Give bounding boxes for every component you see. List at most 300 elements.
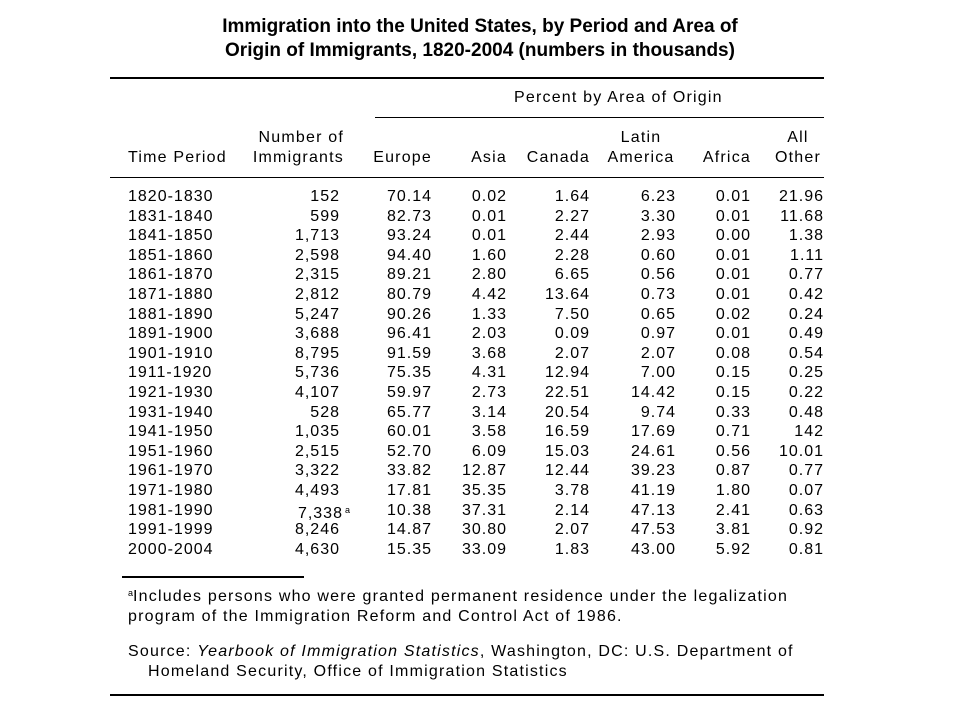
cell-period [128,363,238,382]
cell-latin [596,187,676,206]
page-title [0,15,960,63]
cell-other [760,344,824,363]
cell-number-value: 2,515 [294,442,340,460]
header-other-line-1: All [787,129,809,146]
cell-canada-value: 2.14 [554,501,590,519]
cell-canada-value: 2.07 [554,521,590,539]
source-rest: , Washington, DC: U.S. Department of [479,643,794,660]
cell-europe-value: 17.81 [386,482,432,499]
cell-period [128,226,238,245]
cell-latin-value: 3.30 [640,207,676,225]
cell-other [760,442,824,461]
cell-canada [510,363,590,382]
footnote [128,583,788,627]
cell-africa [688,226,751,245]
cell-africa-value: 0.00 [715,227,751,245]
table-row [0,481,960,500]
cell-europe [340,305,432,324]
cell-latin [596,481,676,500]
cell-europe-value: 52.70 [386,442,432,460]
cell-africa-value: 0.01 [715,188,751,205]
cell-canada [510,501,590,520]
cell-other [760,383,824,402]
cell-number-value: 1,713 [294,227,340,245]
cell-number [230,363,340,382]
cell-latin-value: 0.65 [640,305,676,323]
header-latin-line-2: America [607,149,675,166]
cell-number [230,305,340,324]
cell-africa-value: 0.02 [715,305,751,323]
cell-number-value: 1,035 [294,423,340,441]
cell-africa-value: 0.15 [715,364,751,382]
cell-asia-value: 30.80 [461,521,507,539]
cell-latin [596,422,676,441]
cell-asia [440,403,507,422]
cell-asia-value: 3.58 [471,423,507,441]
cell-period [128,285,238,304]
cell-canada-value: 2.28 [554,246,590,264]
cell-latin-value: 0.73 [640,286,676,303]
cell-number-value: 7,338 [297,504,343,522]
cell-europe-value: 82.73 [386,207,432,225]
cell-canada-value: 3.78 [554,482,590,499]
cell-asia-value: 35.35 [461,482,507,499]
cell-period-value: 1991-1999 [128,521,214,539]
cell-canada-value: 2.27 [554,207,590,225]
cell-asia [440,187,507,206]
cell-other [760,422,824,441]
cell-africa [688,442,751,461]
cell-latin-value: 2.93 [640,227,676,245]
footnote-marker: a [128,588,134,598]
footnote-rule [122,576,304,578]
cell-europe [340,246,432,265]
cell-latin [596,265,676,284]
cell-latin-value: 24.61 [630,442,676,460]
cell-latin [596,324,676,343]
cell-africa [688,246,751,265]
cell-latin-value: 6.23 [640,188,676,205]
cell-number-value: 4,493 [294,482,340,499]
cell-asia [440,540,507,559]
cell-asia [440,207,507,226]
source-line-1 [128,642,794,662]
cell-period-value: 1941-1950 [128,423,214,441]
cell-latin-value: 0.56 [640,266,676,284]
cell-other [760,305,824,324]
cell-period-value: 1891-1900 [128,325,214,343]
cell-period-value: 1911-1920 [128,364,213,382]
cell-canada [510,520,590,539]
cell-asia [440,442,507,461]
cell-latin-value: 2.07 [640,344,676,362]
cell-period [128,344,238,363]
footnote-ref: a [344,504,350,515]
cell-asia-value: 0.01 [471,207,507,225]
table-row [0,285,960,304]
cell-number [230,481,340,500]
table-row [0,344,960,363]
cell-number [230,207,340,226]
cell-canada [510,403,590,422]
cell-period-value: 2000-2004 [128,540,214,558]
cell-africa [688,461,751,480]
table-row [0,520,960,539]
cell-other-value: 0.81 [788,540,824,558]
header-asia: Asia [471,149,507,166]
cell-africa [688,403,751,422]
cell-other-value: 0.25 [788,364,824,382]
cell-number-value: 2,315 [294,266,340,284]
cell-canada [510,207,590,226]
cell-asia [440,481,507,500]
title-line-1: Immigration into the United States, by Period and Area of [222,16,738,37]
cell-number [230,344,340,363]
cell-other-value: 0.48 [788,403,824,421]
cell-number-value: 528 [310,403,340,421]
cell-number [230,187,340,206]
cell-other-value: 0.77 [788,462,824,480]
cell-asia-value: 33.09 [461,540,507,558]
cell-latin-value: 0.97 [640,325,676,343]
cell-other [760,461,824,480]
header-canada: Canada [526,149,590,166]
cell-africa [688,501,751,520]
header-other-line-2: Other [774,149,821,166]
cell-canada-value: 12.44 [544,462,590,480]
cell-other-value: 142 [794,423,824,441]
cell-europe [340,403,432,422]
cell-number-value: 3,688 [294,325,340,343]
cell-asia-value: 2.80 [471,266,507,284]
cell-latin [596,540,676,559]
cell-africa-value: 0.01 [715,286,751,303]
cell-other-value: 1.38 [788,227,824,245]
cell-other [760,207,824,226]
cell-asia [440,246,507,265]
cell-europe [340,265,432,284]
cell-asia [440,383,507,402]
cell-other [760,324,824,343]
cell-period-value: 1841-1850 [128,227,214,245]
cell-canada-value: 1.83 [554,540,590,558]
cell-other-value: 10.01 [778,442,824,460]
cell-other [760,246,824,265]
bottom-rule [110,694,824,696]
cell-number [230,520,340,539]
cell-africa-value: 0.33 [715,403,751,421]
cell-number-value: 8,246 [294,521,340,539]
cell-number-value: 599 [310,207,340,225]
cell-europe [340,363,432,382]
cell-asia [440,363,507,382]
table-row [0,383,960,402]
header-latin-america [596,128,686,168]
cell-europe [340,501,432,520]
cell-europe-value: 10.38 [386,501,432,519]
header-europe: Europe [373,149,432,166]
cell-africa-value: 0.01 [715,325,751,343]
cell-asia-value: 0.01 [471,227,507,245]
cell-europe-value: 91.59 [386,344,432,362]
cell-period-value: 1871-1880 [128,286,214,303]
table-row [0,442,960,461]
cell-latin-value: 47.53 [630,521,676,539]
cell-europe [340,324,432,343]
cell-asia-value: 1.33 [471,305,507,323]
cell-other-value: 1.11 [790,246,824,264]
cell-asia-value: 12.87 [461,462,507,480]
table-row [0,422,960,441]
cell-latin [596,383,676,402]
source-note [128,642,794,682]
cell-asia-value: 0.02 [471,188,507,205]
cell-europe-value: 90.26 [386,305,432,323]
cell-period [128,540,238,559]
cell-asia [440,285,507,304]
cell-number [230,461,340,480]
footnote-text-1: Includes persons who were granted permanent residence under the legalization [133,588,789,605]
cell-other [760,520,824,539]
footnote-line-1 [128,583,788,607]
cell-africa [688,285,751,304]
table-row [0,324,960,343]
cell-canada-value: 16.59 [544,423,590,441]
cell-europe [340,226,432,245]
cell-other-value: 0.49 [788,325,824,343]
cell-canada [510,442,590,461]
cell-europe [340,442,432,461]
cell-latin [596,403,676,422]
cell-europe-value: 33.82 [386,462,432,480]
cell-africa [688,207,751,226]
cell-canada-value: 20.54 [544,403,590,421]
cell-latin-value: 47.13 [630,501,676,519]
cell-canada-value: 15.03 [544,442,590,460]
cell-europe-value: 93.24 [386,227,432,245]
table-row [0,501,960,520]
cell-africa-value: 2.41 [715,501,751,519]
cell-number [230,383,340,402]
cell-other-value: 0.54 [788,344,824,362]
group-header: Percent by Area of Origin [514,89,723,106]
cell-other [760,363,824,382]
cell-period [128,422,238,441]
header-number-line-1: Number of [258,129,344,146]
cell-africa-value: 0.71 [715,423,751,441]
cell-latin [596,305,676,324]
cell-latin-value: 9.74 [640,403,676,421]
cell-africa-value: 1.80 [715,482,751,499]
cell-asia [440,422,507,441]
cell-other [760,481,824,500]
cell-europe-value: 60.01 [386,423,432,441]
cell-number-value: 8,795 [294,344,340,362]
cell-europe-value: 14.87 [386,521,432,539]
cell-period [128,481,238,500]
cell-other-value: 0.24 [788,305,824,323]
cell-asia [440,226,507,245]
cell-number [230,403,340,422]
cell-number-value: 152 [310,188,340,205]
cell-other [760,187,824,206]
table-row [0,207,960,226]
header-rule [110,177,824,178]
cell-europe-value: 75.35 [386,364,432,382]
cell-latin [596,285,676,304]
source-line-2: Homeland Security, Office of Immigration Statistics [148,663,568,680]
cell-other [760,226,824,245]
cell-period [128,246,238,265]
cell-africa-value: 0.87 [715,462,751,480]
table-row [0,265,960,284]
cell-period [128,383,238,402]
cell-europe [340,461,432,480]
cell-latin [596,344,676,363]
cell-canada-value: 0.09 [554,325,590,343]
cell-period [128,187,238,206]
cell-other-value: 0.42 [788,286,824,303]
cell-latin-value: 14.42 [630,384,676,401]
cell-europe [340,187,432,206]
cell-europe [340,207,432,226]
cell-europe-value: 70.14 [386,188,432,205]
cell-other-value: 0.07 [788,482,824,499]
cell-period-value: 1831-1840 [128,207,214,225]
cell-other [760,285,824,304]
cell-period-value: 1861-1870 [128,266,214,284]
cell-canada [510,226,590,245]
cell-europe-value: 94.40 [386,246,432,264]
table-row [0,187,960,206]
cell-canada [510,246,590,265]
table-row [0,305,960,324]
cell-asia-value: 2.03 [471,325,507,343]
cell-number [230,265,340,284]
cell-number [230,442,340,461]
cell-europe [340,481,432,500]
cell-asia-value: 2.73 [471,384,507,401]
cell-number [230,324,340,343]
cell-number-value: 4,630 [294,540,340,558]
cell-africa-value: 0.56 [715,442,751,460]
cell-canada [510,383,590,402]
cell-number-value: 2,812 [294,286,340,303]
cell-latin-value: 0.60 [640,246,676,264]
cell-africa-value: 0.08 [715,344,751,362]
cell-canada [510,285,590,304]
header-africa: Africa [702,149,751,166]
cell-africa [688,265,751,284]
group-header-rule [375,117,824,118]
cell-europe [340,422,432,441]
cell-africa [688,305,751,324]
cell-period-value: 1951-1960 [128,442,214,460]
cell-asia [440,265,507,284]
cell-number-value: 5,247 [294,305,340,323]
cell-period-value: 1931-1940 [128,403,214,421]
cell-period-value: 1961-1970 [128,462,214,480]
cell-period [128,501,238,520]
cell-latin-value: 17.69 [630,423,676,441]
cell-number [230,422,340,441]
cell-africa [688,540,751,559]
cell-latin [596,226,676,245]
cell-latin-value: 7.00 [640,364,676,382]
cell-africa [688,422,751,441]
cell-period [128,265,238,284]
title-line-2: Origin of Immigrants, 1820-2004 (numbers in thousands) [225,40,735,61]
cell-period [128,207,238,226]
cell-canada-value: 6.65 [554,266,590,284]
cell-number-value: 5,736 [294,364,340,382]
cell-asia [440,461,507,480]
cell-period [128,520,238,539]
cell-asia-value: 37.31 [461,501,507,519]
cell-asia [440,344,507,363]
cell-europe-value: 59.97 [386,384,432,401]
header-number [230,128,344,168]
cell-europe-value: 96.41 [386,325,432,343]
cell-africa [688,187,751,206]
header-all-other [768,128,828,168]
footnote-line-2: program of the Immigration Reform and Control Act of 1986. [128,608,623,625]
cell-other [760,501,824,520]
cell-canada [510,540,590,559]
cell-number [230,226,340,245]
cell-period [128,305,238,324]
cell-asia [440,324,507,343]
cell-europe-value: 15.35 [386,540,432,558]
cell-canada [510,481,590,500]
cell-number-value: 4,107 [294,384,340,401]
cell-other-value: 0.77 [788,266,824,284]
cell-europe-value: 89.21 [386,266,432,284]
cell-other-value: 0.92 [788,521,824,539]
cell-number [230,540,340,559]
cell-period-value: 1881-1890 [128,305,214,323]
cell-africa [688,363,751,382]
cell-asia-value: 4.31 [471,364,507,382]
cell-canada-value: 2.44 [554,227,590,245]
cell-africa-value: 5.92 [715,540,751,558]
cell-latin [596,520,676,539]
cell-period-value: 1820-1830 [128,188,214,205]
cell-other [760,403,824,422]
cell-other-value: 21.96 [778,188,824,205]
cell-number [230,246,340,265]
cell-period-value: 1971-1980 [128,482,214,499]
cell-africa [688,344,751,363]
cell-period [128,461,238,480]
cell-other-value: 0.63 [788,501,824,519]
cell-number-value: 3,322 [294,462,340,480]
cell-africa [688,383,751,402]
cell-africa [688,324,751,343]
table-row [0,403,960,422]
source-label: Source: [128,643,198,660]
cell-europe [340,344,432,363]
cell-latin [596,246,676,265]
cell-canada-value: 2.07 [554,344,590,362]
cell-latin-value: 39.23 [630,462,676,480]
cell-africa-value: 0.01 [715,266,751,284]
cell-europe [340,520,432,539]
cell-africa-value: 0.15 [715,384,751,401]
cell-period-value: 1921-1930 [128,384,214,401]
cell-period-value: 1901-1910 [128,344,214,362]
table-row [0,246,960,265]
